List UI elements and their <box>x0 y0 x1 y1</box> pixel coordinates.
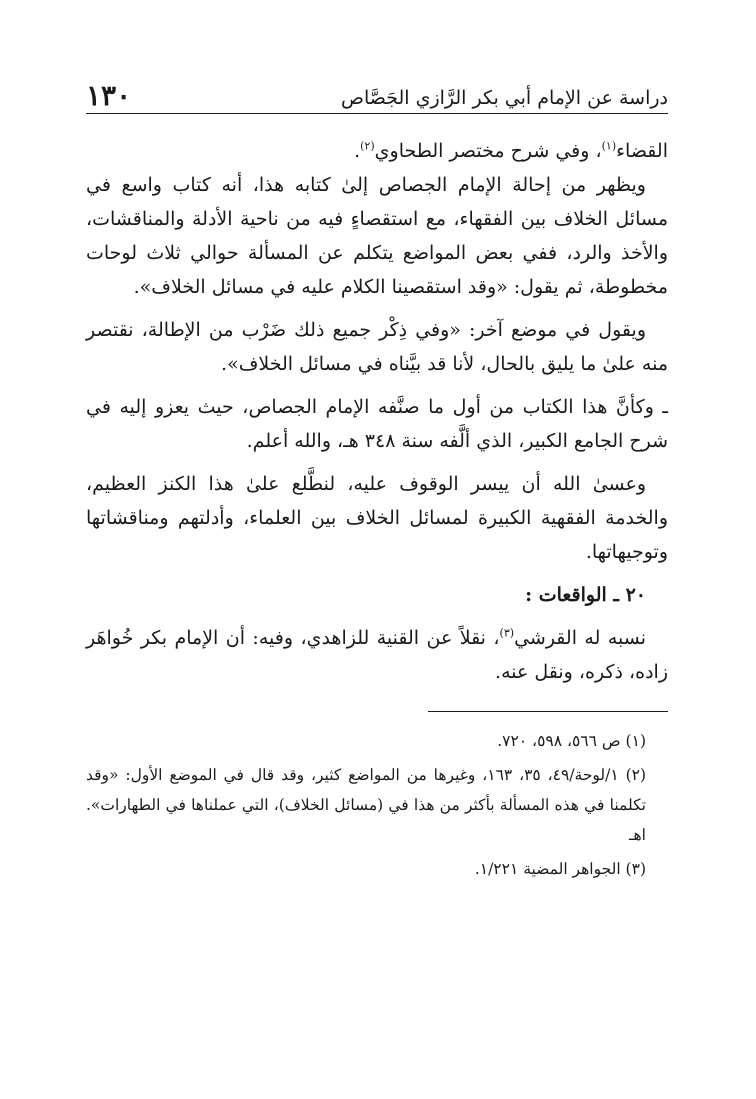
paragraph-1 <box>86 134 668 168</box>
section-heading: ٢٠ ـ الواقعات : <box>525 584 646 606</box>
paragraph-1-text-b: ، وفي شرح مختصر الطحاوي <box>374 140 602 162</box>
paragraph-5: وعسىٰ الله أن ييسر الوقوف عليه، لنطَّلع علىٰ هذا الكنز العظيم، والخدمة الفقهية الكبيرة لمسائل الخلاف بين العلماء، وأدلتهم ومناقشاتها وتوجيهاتها. <box>86 473 668 563</box>
book-page <box>86 70 668 884</box>
footnote-3: (٣) الجواهر المضية ١/٢٢١. <box>474 860 646 878</box>
paragraph-2: ويظهر من إحالة الإمام الجصاص إلىٰ كتابه هذا، أنه كتاب واسع في مسائل الخلاف بين الفقهاء، مع استقصاءٍ فيه من ناحية الأدلة والمناقشات، والأخذ والرد، ففي بعض المواضع يتكلم عن المسألة حوالي ثلاث لوحات مخطوطة، ثم يقول: «وقد استقصينا الكلام عليه في مسائل الخلاف». <box>86 174 668 298</box>
footnote-2: (٢) ١/لوحة/٤٩، ٣٥، ١٦٣، وغيرها من المواضع كثير، وقد قال في الموضع الأول: «وقد تكلمنا في هذه المسألة بأكثر من هذا في (مسائل الخلاف)، التي عملناها في الطهارات». اهـ <box>86 766 647 844</box>
paragraph-1-text-a: القضاء <box>616 140 668 162</box>
paragraph-4: ـ وكأنَّ هذا الكتاب من أول ما صنَّفه الإمام الجصاص، حيث يعزو إليه في شرح الجامع الكبير، الذي ألَّفه سنة ٣٤٨ هـ، والله أعلم. <box>86 396 668 452</box>
page-header <box>86 70 668 114</box>
footnote-1: (١) ص ٥٦٦، ٥٩٨، ٧٢٠. <box>497 732 646 750</box>
paragraph-6-text-b: ، نقلاً عن القنية للزاهدي، وفيه: أن الإمام بكر خُواهَر زاده، ذكره، ونقل عنه. <box>86 627 668 683</box>
paragraph-3: ويقول في موضع آخر: «وفي ذِكْر جميع ذلك ضَرْب من الإطالة، نقتصر منه علىٰ ما يليق بالحال، لأنا قد بيَّناه في مسائل الخلاف». <box>86 319 668 375</box>
footnote-ref-3: (٣) <box>499 626 515 640</box>
page-body <box>86 134 668 689</box>
paragraph-1-text-c: . <box>354 140 361 162</box>
footnote-ref-1: (١) <box>601 139 617 153</box>
paragraph-6 <box>86 621 668 689</box>
footnote-ref-2: (٢) <box>360 139 375 153</box>
page-number: ١٣٠ <box>86 79 132 112</box>
footnote-divider <box>428 711 668 712</box>
paragraph-6-text-a: نسبه له القرشي <box>514 627 646 649</box>
running-title: دراسة عن الإمام أبي بكر الرَّازي الجَصَّاص <box>340 87 668 110</box>
footnotes <box>86 726 668 884</box>
